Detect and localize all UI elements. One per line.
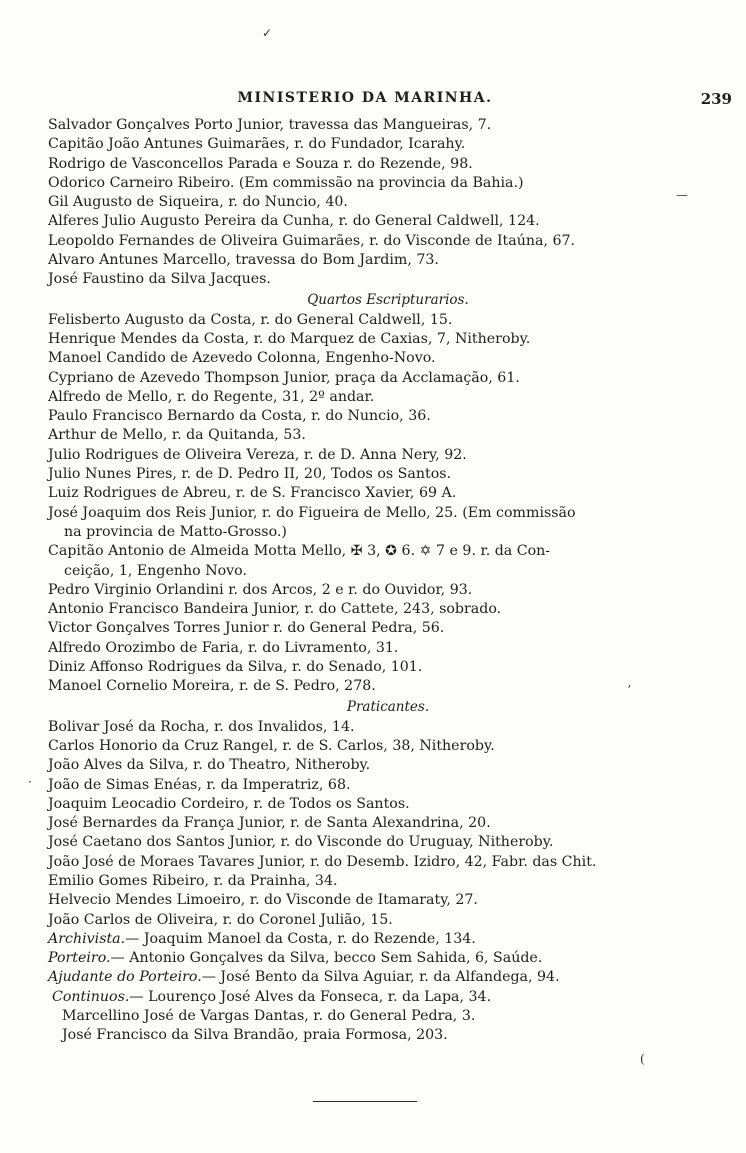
role-holder: — Joaquim Manoel da Costa, r. do Rezende, 134. <box>125 930 476 947</box>
section-heading-quartos: Quartos Escripturarios. <box>307 291 469 308</box>
staff-entry-porteiro <box>48 949 688 968</box>
list-item: João Carlos de Oliveira, r. do Coronel Julião, 15. <box>48 911 393 928</box>
role-label: Porteiro. <box>48 950 111 967</box>
list-item: Joaquim Leocadio Cordeiro, r. de Todos os Santos. <box>48 795 410 812</box>
list-item: João de Simas Enéas, r. da Imperatriz, 68. <box>48 776 351 793</box>
page-title: MINISTERIO DA MARINHA. <box>237 90 493 106</box>
list-item: Carlos Honorio da Cruz Rangel, r. de S. Carlos, 38, Nitheroby. <box>48 737 495 754</box>
list-item: Pedro Virginio Orlandini r. dos Arcos, 2 e r. do Ouvidor, 93. <box>48 581 473 598</box>
list-item: Cypriano de Azevedo Thompson Junior, praça da Acclamação, 61. <box>48 369 520 386</box>
staff-entry-ajudante <box>48 968 688 987</box>
list-item: João José de Moraes Tavares Junior, r. do Desemb. Izidro, 42, Fabr. das Chit. <box>48 853 597 870</box>
list-item: Alvaro Antunes Marcello, travessa do Bom Jardim, 73. <box>48 252 439 269</box>
list-item: Capitão Antonio de Almeida Motta Mello, ✠ 3, ✪ 6. ✡ 7 e 9. r. da Con- <box>48 543 551 560</box>
list-item: José Francisco da Silva Brandão, praia Formosa, 203. <box>62 1027 448 1044</box>
stray-mark: · <box>28 775 32 789</box>
list-item: José Joaquim dos Reis Junior, r. do Figueira de Mello, 25. (Em commissão <box>48 504 576 521</box>
list-item: Victor Gonçalves Torres Junior r. do General Pedra, 56. <box>48 620 445 637</box>
closing-rule <box>313 1101 417 1102</box>
stray-mark: ✓ <box>262 26 273 40</box>
list-item: Arthur de Mello, r. da Quitanda, 53. <box>48 427 306 444</box>
document-body <box>48 116 688 1046</box>
list-item: Antonio Francisco Bandeira Junior, r. do Cattete, 243, sobrado. <box>48 601 502 618</box>
staff-entry-continuos <box>48 988 688 1007</box>
role-holder: — Lourenço José Alves da Fonseca, r. da Lapa, 34. <box>129 988 492 1005</box>
list-item: Gil Augusto de Siqueira, r. do Nuncio, 40. <box>48 194 348 211</box>
list-item: Felisberto Augusto da Costa, r. do General Caldwell, 15. <box>48 311 453 328</box>
list-item: Alferes Julio Augusto Pereira da Cunha, r. do General Caldwell, 124. <box>48 213 540 230</box>
role-label: Archivista. <box>48 930 126 947</box>
stray-mark: — <box>676 188 688 202</box>
list-item: Helvecio Mendes Limoeiro, r. do Visconde de Itamaraty, 27. <box>48 892 478 909</box>
page-header <box>0 90 746 110</box>
page-number: 239 <box>700 90 732 108</box>
list-item: Alfredo Orozimbo de Faria, r. do Livramento, 31. <box>48 639 399 656</box>
list-item: Capitão João Antunes Guimarães, r. do Fundador, Icarahy. <box>48 136 466 153</box>
list-item: Leopoldo Fernandes de Oliveira Guimarães, r. do Visconde de Itaúna, 67. <box>48 232 576 249</box>
list-item-continuation: ceição, 1, Engenho Novo. <box>64 562 247 579</box>
list-item: Paulo Francisco Bernardo da Costa, r. do Nuncio, 36. <box>48 408 431 425</box>
role-label: Ajudante do Porteiro. <box>48 969 202 986</box>
list-item: Julio Rodrigues de Oliveira Vereza, r. de D. Anna Nery, 92. <box>48 446 467 463</box>
list-item: Alfredo de Mello, r. do Regente, 31, 2º andar. <box>48 388 375 405</box>
role-holder: — José Bento da Silva Aguiar, r. da Alfandega, 94. <box>201 969 560 986</box>
role-holder: — Antonio Gonçalves da Silva, becco Sem Sahida, 6, Saúde. <box>110 950 543 967</box>
list-item: Diniz Affonso Rodrigues da Silva, r. do Senado, 101. <box>48 659 423 676</box>
role-label: Continuos. <box>52 988 130 1005</box>
list-item: José Caetano dos Santos Junior, r. do Visconde do Uruguay, Nitheroby. <box>48 834 554 851</box>
list-item: Bolivar José da Rocha, r. dos Invalidos, 14. <box>48 718 355 735</box>
list-item: Luiz Rodrigues de Abreu, r. de S. Francisco Xavier, 69 A. <box>48 485 457 502</box>
staff-entry-archivista <box>48 930 688 949</box>
section-heading-praticantes: Praticantes. <box>346 698 430 715</box>
list-item: Julio Nunes Pires, r. de D. Pedro II, 20, Todos os Santos. <box>48 466 452 483</box>
list-item: Rodrigo de Vasconcellos Parada e Souza r. do Rezende, 98. <box>48 155 473 172</box>
list-item: Manoel Candido de Azevedo Colonna, Engenho-Novo. <box>48 350 436 367</box>
list-item: Marcellino José de Vargas Dantas, r. do General Pedra, 3. <box>62 1008 476 1025</box>
list-item: João Alves da Silva, r. do Theatro, Nitheroby. <box>48 757 371 774</box>
list-item: José Faustino da Silva Jacques. <box>48 271 271 288</box>
list-item: Salvador Gonçalves Porto Junior, travessa das Mangueiras, 7. <box>48 117 492 133</box>
list-item: Manoel Cornelio Moreira, r. de S. Pedro, 278. <box>48 678 376 695</box>
list-item: Henrique Mendes da Costa, r. do Marquez de Caxias, 7, Nitheroby. <box>48 330 531 347</box>
list-item: Emilio Gomes Ribeiro, r. da Prainha, 34. <box>48 872 338 889</box>
list-item: Odorico Carneiro Ribeiro. (Em commissão na provincia da Bahia.) <box>48 174 524 191</box>
stray-mark: ʼ <box>627 683 631 697</box>
list-item: José Bernardes da França Junior, r. de Santa Alexandrina, 20. <box>48 815 491 832</box>
list-item-continuation: na provincia de Matto-Grosso.) <box>64 523 287 540</box>
stray-mark: ( <box>640 1052 645 1066</box>
